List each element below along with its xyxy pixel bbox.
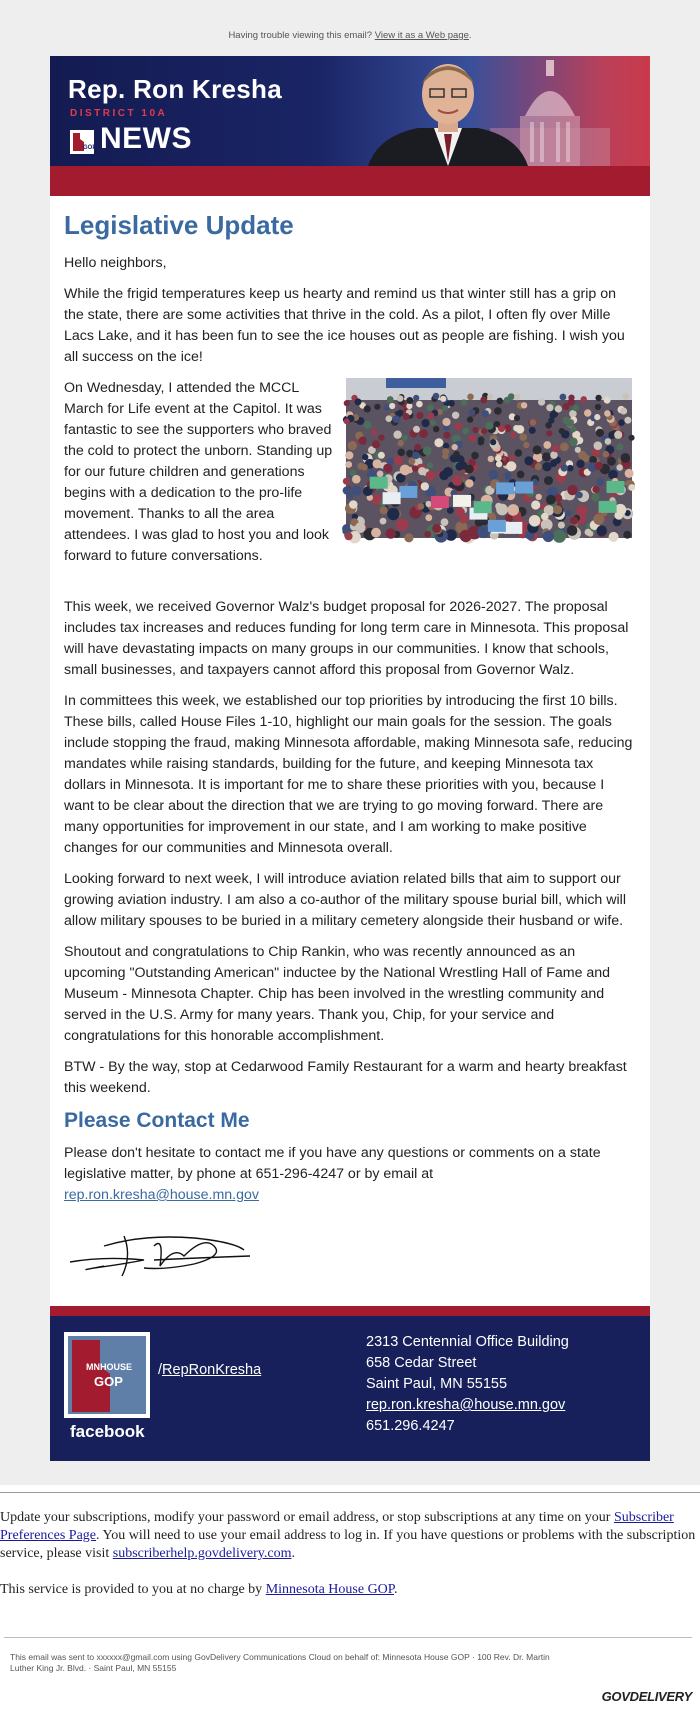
greeting: Hello neighbors,: [64, 255, 167, 271]
paragraph-btw: BTW - By the way, stop at Cedarwood Family Restaurant for a warm and hearty breakfast this weekend.: [64, 1059, 627, 1096]
paragraph-priorities: In committees this week, we established our top priorities by introducing the first 10 bills. These bills, called House Files 1-10, highlight our main goals for the session. The goals include stopping the fraud, making Minnesota affordable, making Minnesota safe, reducing mandates while raising standards, building for the future, and keeping Minnesota tax dollars in Minnesota. It is important for me to share these priorities with you, because I want to be clear about the direction that we are trying to go moving forward. There are many opportunities for improvement in our state, and I am working to make positive changes for our communities and Minnesota overall.: [64, 693, 633, 856]
preheader-text: Having trouble viewing this email?: [228, 30, 373, 41]
march-for-life-crowd-photo: [346, 378, 632, 538]
office-address: 2313 Centennial Office Building 658 Cedar Street Saint Paul, MN 55155 rep.ron.kresha@house.mn.gov 651.296.4247: [366, 1332, 569, 1437]
district-label: DISTRICT 10A: [70, 108, 168, 119]
footer-red-bar: [50, 1306, 650, 1316]
divider-2: [4, 1637, 692, 1638]
article-content: [50, 196, 650, 1306]
footer-phone: 651.296.4247: [366, 1418, 455, 1434]
subscriber-preferences-link[interactable]: Subscriber Preferences Page: [0, 1510, 674, 1543]
paragraph-aviation: Looking forward to next week, I will introduce aviation related bills that aim to support our growing aviation industry. I am also a co-author of the military spouse burial bill, which will allow military spouses to be buried in a military cemetery alongside their husband or wife.: [64, 871, 626, 929]
mnhouse-gop-logo[interactable]: [64, 1332, 150, 1418]
representative-portrait: [358, 56, 538, 166]
paragraph-shoutout: Shoutout and congratulations to Chip Rankin, who was recently announced as an upcoming "Outstanding American" inductee by the National Wrestling Hall of Fame and Museum - Minnesota Chapter. Chip has been involved in the wrestling community and served in the U.S. Army for many years. Thank you, Chip, for your service and congratulations for this honorable accomplishment.: [64, 944, 611, 1044]
subscription-area: [0, 1485, 700, 1712]
march-for-life-section: [64, 378, 636, 567]
service-text: This service is provided to you at no charge by Minnesota House GOP.: [0, 1582, 398, 1597]
paragraph-budget: This week, we received Governor Walz's budget proposal for 2026-2027. The proposal includes tax increases and reduces funding for long term care in Minnesota. This proposal will have devastating impacts on many groups in our communities. I know that schools, small businesses, and taxpayers cannot afford this proposal from Governor Walz.: [64, 599, 629, 678]
govdelivery-logo[interactable]: GOVDELIVERY: [601, 1689, 692, 1704]
contact-email-link[interactable]: rep.ron.kresha@house.mn.gov: [64, 1187, 260, 1203]
news-wordmark: NEWS: [100, 122, 192, 155]
subscriber-help-link[interactable]: subscriberhelp.govdelivery.com: [112, 1546, 292, 1561]
article-title: Legislative Update: [64, 210, 294, 240]
svg-text:MNHOUSE: MNHOUSE: [86, 1362, 133, 1372]
view-web-page-link[interactable]: View it as a Web page: [374, 30, 469, 41]
divider: [0, 1492, 700, 1493]
signature: [64, 1216, 254, 1286]
contact-text: Please don't hesitate to contact me if you have any questions or comments on a state legislative matter, by phone at 651-296-4247 or by email at rep.ron.kresha@house.mn.gov: [64, 1145, 601, 1203]
facebook-handle-link[interactable]: /RepRonKresha: [158, 1362, 262, 1378]
newsletter-footer: [50, 1316, 650, 1461]
legal-footer-text: This email was sent to xxxxxx@gmail.com using GovDelivery Communications Cloud on behalf of: Minnesota House GOP · 100 Rev. Dr. Martin Luther King Jr. Blvd. · Saint Paul, MN 55155: [10, 1652, 550, 1673]
svg-text:GOP: GOP: [83, 145, 97, 151]
svg-text:GOP: GOP: [94, 1374, 123, 1389]
footer-email-link[interactable]: rep.ron.kresha@house.mn.gov: [366, 1397, 566, 1413]
newsletter-card: [50, 56, 650, 1461]
representative-name: Rep. Ron Kresha: [68, 74, 282, 104]
paragraph-march-for-life: On Wednesday, I attended the MCCL March for Life event at the Capitol. It was fantastic to see the supporters who braved the cold to protect the unborn. Standing up for our future children and generations begins with a dedication to the pro-life movement. Thanks to all the area attendees. I was glad to host you and look forward to future conversations.: [64, 380, 333, 564]
minnesota-house-gop-link[interactable]: Minnesota House GOP: [265, 1582, 395, 1597]
facebook-wordmark: facebook: [70, 1422, 145, 1441]
gop-logo-icon: [70, 130, 97, 154]
newsletter-banner: [50, 56, 650, 196]
contact-heading: Please Contact Me: [64, 1109, 250, 1132]
subscription-text: Update your subscriptions, modify your password or email address, or stop subscriptions at any time on your Subscriber Preferences Page. You will need to use your email address to log in. If you have questions or problems with the subscription service, please visit subscriberhelp.govdelivery.com.: [0, 1510, 696, 1561]
preheader: Having trouble viewing this email? View it as a Web page.: [228, 30, 472, 41]
paragraph-ice-fishing: While the frigid temperatures keep us hearty and remind us that winter still has a grip on the state, there are some activities that thrive in the cold. As a pilot, I often fly over Mille Lacs Lake, and it has been fun to see the ice houses out as people are fishing. I wish you all success on the ice!: [64, 286, 625, 365]
banner-red-bar: [50, 166, 650, 196]
